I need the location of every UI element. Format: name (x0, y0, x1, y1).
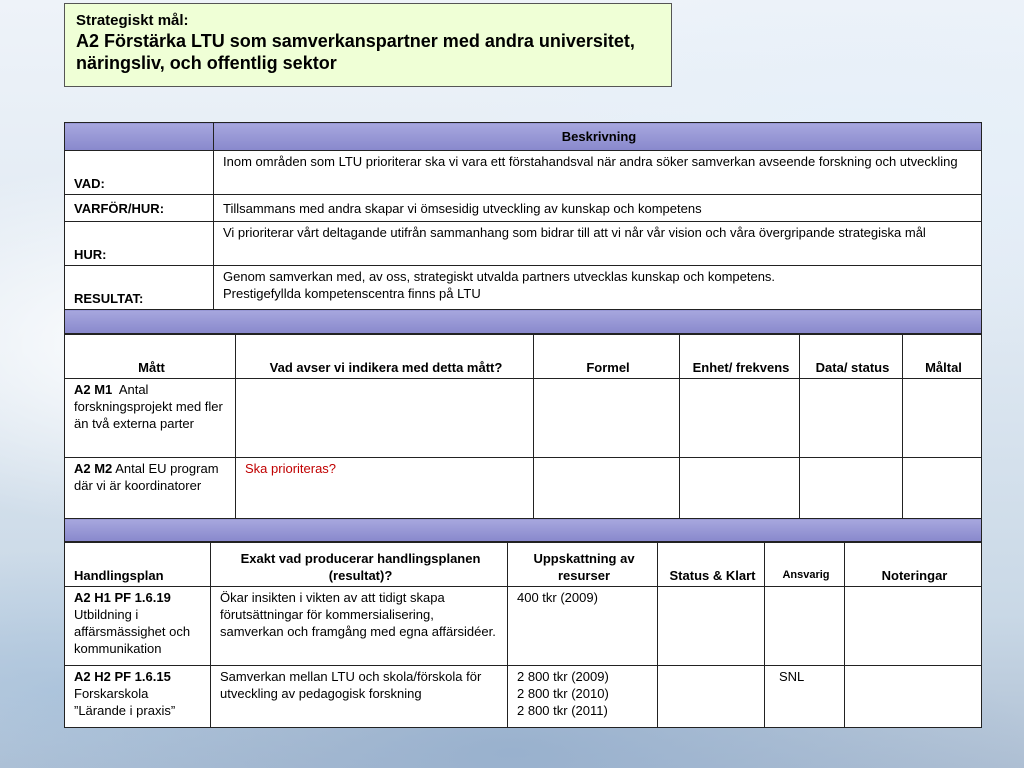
action-header-notes: Noteringar (845, 543, 982, 587)
measure-a2-m2 (65, 458, 236, 519)
measure-indicator: Ska prioriteras? (236, 458, 534, 519)
action-a2-h1 (65, 587, 211, 666)
measures-header-maltal: Måltal (903, 335, 982, 379)
measure-formel (534, 379, 680, 458)
measure-formel (534, 458, 680, 519)
separator-band (65, 310, 982, 334)
table-row (65, 587, 982, 666)
action-resources (508, 666, 658, 728)
action-result: Samverkan mellan LTU och skola/förskola för utveckling av pedagogisk forskning (211, 666, 508, 728)
action-status (658, 666, 765, 728)
measure-maltal (903, 458, 982, 519)
action-plan-table (64, 542, 982, 728)
action-code: A2 H1 PF 1.6.19 (74, 590, 171, 605)
measure-a2-m1 (65, 379, 236, 458)
measures-header-indicate: Vad avser vi indikera med detta mått? (236, 335, 534, 379)
action-header-responsible: Ansvarig (765, 543, 845, 587)
measure-text: Antal EU program där vi är koordinatorer (74, 461, 219, 493)
measures-header-matt: Mått (65, 335, 236, 379)
resource-line: 2 800 tkr (2011) (517, 703, 608, 718)
measure-data (800, 379, 903, 458)
action-status (658, 587, 765, 666)
measures-header-enhet: Enhet/ frekvens (680, 335, 800, 379)
action-text: Forskarskola ”Lärande i praxis” (74, 686, 176, 718)
measures-header-data: Data/ status (800, 335, 903, 379)
resultat-text-line2: Prestigefyllda kompetenscentra finns på LTU (223, 286, 481, 301)
hur-label: HUR: (65, 222, 214, 266)
measure-enhet (680, 379, 800, 458)
action-responsible (765, 587, 845, 666)
hur-text: Vi prioriterar vårt deltagande utifrån sammanhang som bidrar till att vi når vår vision och våra övergripande strategiska mål (214, 222, 982, 266)
description-header: Beskrivning (214, 123, 982, 151)
vad-label: VAD: (65, 151, 214, 195)
action-notes (845, 587, 982, 666)
resource-line: 2 800 tkr (2009) (517, 669, 609, 684)
measure-code: A2 M2 (74, 461, 113, 476)
action-code: A2 H2 PF 1.6.15 (74, 669, 171, 684)
measure-text: Antal forskningsprojekt med fler än två externa parter (74, 382, 223, 431)
action-header-status: Status & Klart (658, 543, 765, 587)
resource-line: 2 800 tkr (2010) (517, 686, 609, 701)
vad-text: Inom områden som LTU prioriterar ska vi vara ett förstahandsval när andra söker samverkan avseende forskning och utveckling (214, 151, 982, 195)
strategic-goal-title: A2 Förstärka LTU som samverkanspartner med andra universitet, näringsliv, och offentlig sektor (76, 31, 635, 73)
table-row (65, 666, 982, 728)
measures-table (64, 334, 982, 542)
table-row (65, 458, 982, 519)
varfor-hur-label: VARFÖR/HUR: (65, 195, 214, 222)
action-result: Ökar insikten i vikten av att tidigt skapa förutsättningar för kommersialisering, samverkan och framgång med egna affärsidéer. (211, 587, 508, 666)
resource-line: 400 tkr (2009) (517, 590, 598, 605)
resultat-label: RESULTAT: (65, 266, 214, 310)
measure-enhet (680, 458, 800, 519)
measure-indicator (236, 379, 534, 458)
strategic-goal-label: Strategiskt mål: (76, 12, 189, 29)
action-header-result: Exakt vad producerar handlingsplanen (resultat)? (211, 543, 508, 587)
separator-band (65, 519, 982, 542)
action-header-resources: Uppskattning av resurser (508, 543, 658, 587)
action-notes (845, 666, 982, 728)
action-responsible: SNL (765, 666, 845, 728)
description-table (64, 122, 982, 334)
varfor-hur-text: Tillsammans med andra skapar vi ömsesidig utveckling av kunskap och kompetens (214, 195, 982, 222)
description-header-blank (65, 123, 214, 151)
resultat-text (214, 266, 982, 310)
action-header-plan: Handlingsplan (65, 543, 211, 587)
action-resources (508, 587, 658, 666)
action-a2-h2 (65, 666, 211, 728)
measure-maltal (903, 379, 982, 458)
resultat-text-line1: Genom samverkan med, av oss, strategiskt utvalda partners utvecklas kunskap och kompetens. (223, 269, 776, 284)
measure-data (800, 458, 903, 519)
measures-header-formel: Formel (534, 335, 680, 379)
measure-code: A2 M1 (74, 382, 113, 397)
strategic-goal-box (64, 3, 672, 87)
table-row (65, 379, 982, 458)
action-text: Utbildning i affärsmässighet och kommunikation (74, 607, 191, 656)
